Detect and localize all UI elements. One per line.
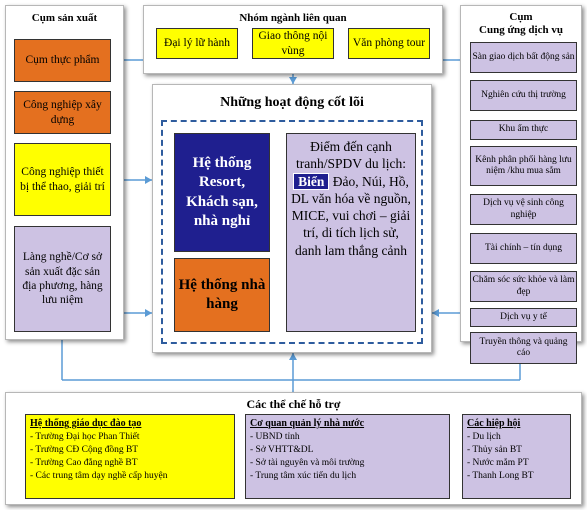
food-court-box: Khu ẩm thực	[470, 120, 577, 140]
construction-industry-box: Công nghiệp xây dựng	[14, 91, 111, 134]
destinations-text-pre: Điểm đến cạnh tranh/SPDV du lịch:	[295, 139, 406, 172]
health-beauty-box: Chăm sóc sức khỏe và làm đẹp	[470, 271, 577, 302]
destinations-text-post: Đảo, Núi, Hồ, DL văn hóa về nguồn, MICE, vui chơi – giải trí, di tích lịch sử, danh lam thắng cảnh	[291, 173, 411, 258]
government-item: - Sở tài nguyên và môi trường	[250, 458, 365, 469]
related-industries-title: Nhóm ngành liên quan	[239, 12, 347, 24]
craft-villages-box: Làng nghề/Cơ sở sản xuất đặc sản địa phương, hàng lưu niệm	[14, 226, 111, 332]
government-item: - UBND tỉnh	[250, 432, 300, 442]
government-column	[245, 414, 450, 499]
resort-system-box: Hệ thống Resort, Khách sạn, nhà nghỉ	[174, 133, 270, 252]
education-item: - Trường CĐ Cộng đồng BT	[30, 445, 139, 456]
sports-equipment-box: Công nghiệp thiết bị thể thao, giải trí	[14, 143, 111, 216]
production-cluster-title: Cụm sản xuất	[31, 12, 98, 24]
travel-agency-box: Đại lý lữ hành	[156, 28, 238, 59]
core-activities-title: Những hoạt động cốt lõi	[220, 95, 364, 110]
local-transport-box: Giao thông nội vùng	[252, 28, 334, 59]
government-heading: Cơ quan quản lý nhà nước	[250, 418, 365, 429]
support-institutions-title: Các thể chế hỗ trợ	[246, 397, 341, 411]
industrial-cleaning-box: Dịch vụ vệ sinh công nghiệp	[470, 194, 577, 225]
restaurant-system-box: Hệ thống nhà hàng	[174, 258, 270, 332]
associations-item: - Thủy sản BT	[467, 445, 522, 456]
education-item: - Trường Cao đẳng nghề BT	[30, 458, 138, 469]
education-item: - Các trung tâm dạy nghề cấp huyện	[30, 471, 168, 482]
government-item: - Trung tâm xúc tiến du lịch	[250, 471, 357, 482]
associations-column	[462, 414, 571, 499]
destinations-box	[286, 133, 416, 332]
medical-services-box: Dịch vụ y tế	[470, 308, 577, 327]
finance-credit-box: Tài chính – tín dụng	[470, 233, 577, 264]
services-title-line1: Cụm	[509, 11, 533, 23]
market-research-box: Nghiên cứu thị trường	[470, 80, 577, 111]
associations-item: - Nước mắm PT	[467, 458, 529, 469]
associations-heading: Các hiệp hội	[467, 418, 521, 429]
real-estate-exchange-box: Sàn giao dịch bất động sản	[470, 42, 577, 73]
education-heading: Hệ thống giáo dục đào tạo	[30, 418, 142, 429]
education-item: - Trường Đại học Phan Thiết	[30, 432, 140, 442]
destinations-highlight: Biển	[293, 173, 329, 190]
associations-item: - Du lịch	[467, 432, 501, 442]
tour-office-box: Văn phòng tour	[348, 28, 430, 59]
associations-item: - Thanh Long BT	[467, 471, 534, 482]
education-column	[25, 414, 235, 499]
media-advertising-box: Truyền thông và quảng cáo	[470, 332, 577, 364]
food-cluster-box: Cụm thực phẩm	[14, 39, 111, 82]
souvenir-distribution-box: Kênh phân phối hàng lưu niệm /khu mua sắm	[470, 146, 577, 186]
government-item: - Sở VHTT&DL	[250, 445, 314, 456]
services-title-line2: Cung ứng dịch vụ	[479, 24, 563, 36]
